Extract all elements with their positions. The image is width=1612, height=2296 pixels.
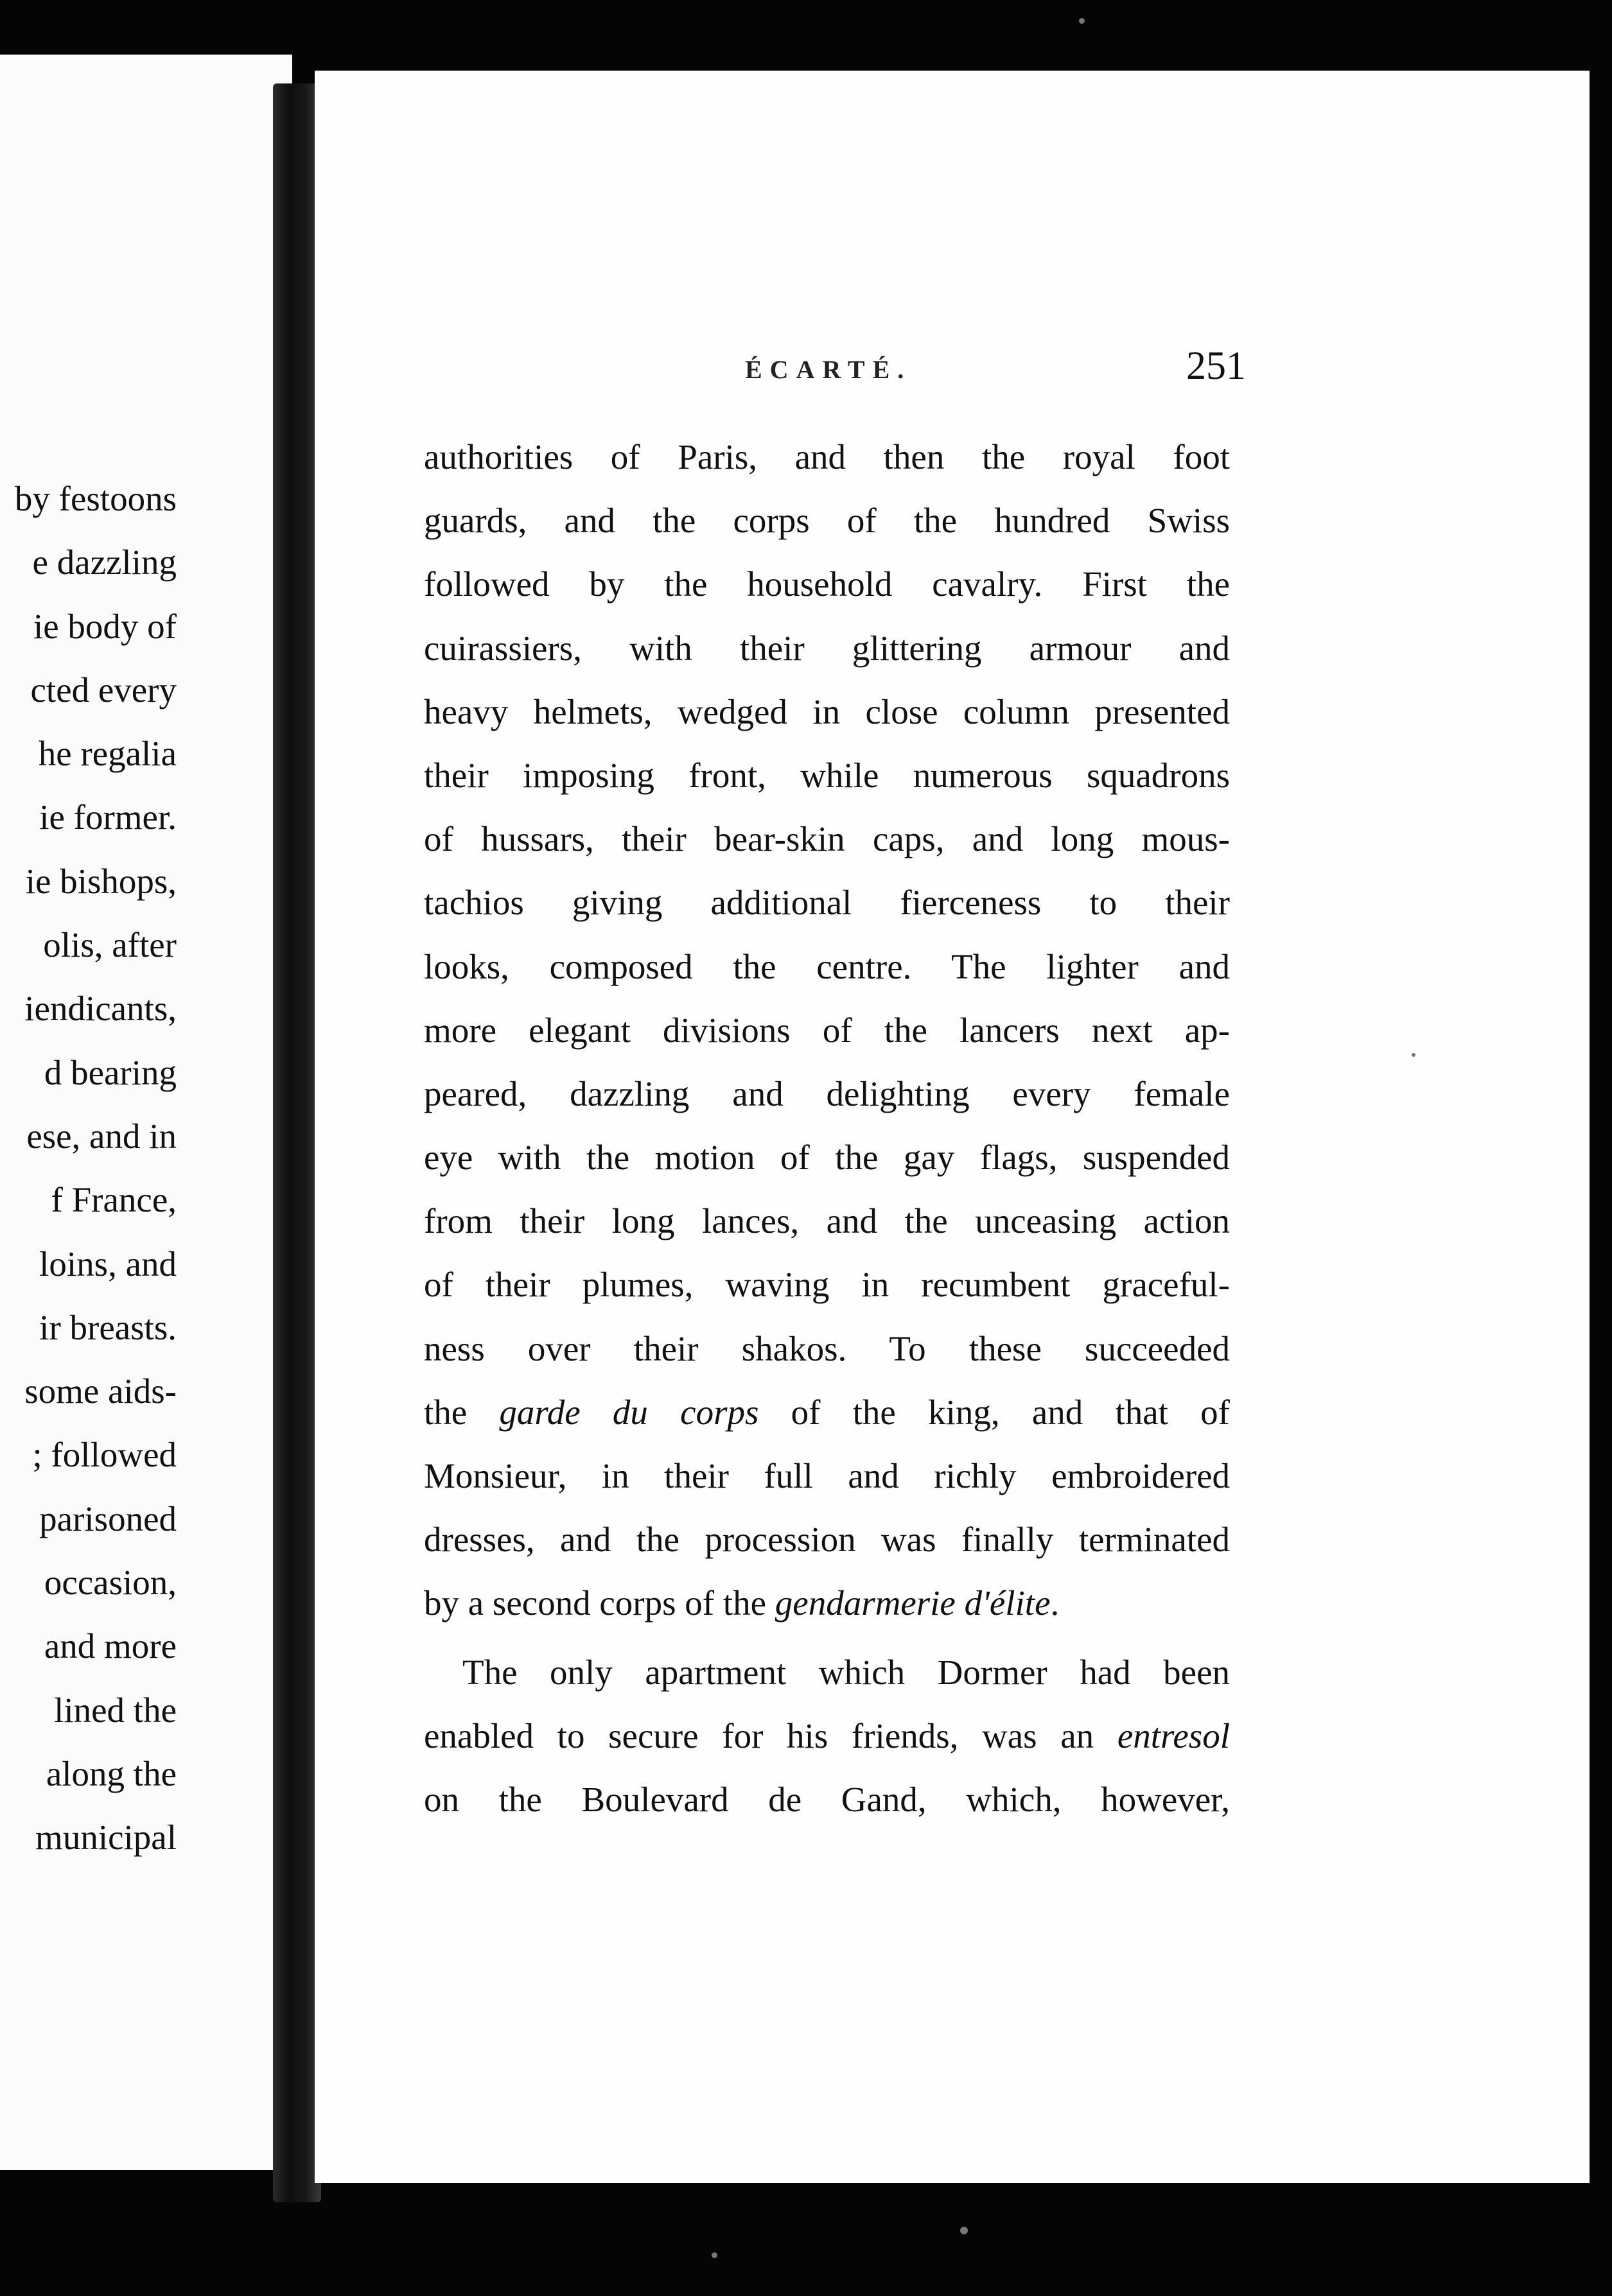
italic-phrase: gendarmerie d'élite bbox=[775, 1583, 1051, 1623]
text-run: heavy helmets, wedged in close column presented bbox=[424, 691, 1230, 731]
text-run: . bbox=[1050, 1583, 1060, 1623]
left-line: along the bbox=[46, 1753, 177, 1793]
text-run: cuirassiers, with their glittering armour and bbox=[424, 628, 1230, 668]
body-line bbox=[424, 807, 1230, 871]
book-gutter bbox=[273, 83, 321, 2202]
left-line: and more bbox=[44, 1626, 177, 1666]
left-line: ; followed bbox=[32, 1435, 177, 1475]
left-line: olis, after bbox=[43, 925, 177, 965]
text-run: of hussars, their bear-skin caps, and long mous- bbox=[424, 819, 1230, 859]
left-line: ie body of bbox=[33, 606, 177, 646]
italic-phrase: entresol bbox=[1117, 1716, 1230, 1755]
left-line: loins, and bbox=[39, 1244, 177, 1283]
body-line bbox=[424, 1704, 1230, 1768]
left-line: some aids- bbox=[24, 1371, 177, 1411]
left-line: he regalia bbox=[38, 734, 177, 774]
text-run: of the king, and that of bbox=[758, 1392, 1230, 1432]
text-run: authorities of Paris, and then the royal foot bbox=[424, 437, 1230, 476]
left-line: e dazzling bbox=[32, 543, 177, 582]
body-line bbox=[424, 680, 1230, 744]
body-line bbox=[424, 1508, 1230, 1571]
page-number: 251 bbox=[1186, 344, 1246, 388]
scan-speck bbox=[712, 2252, 717, 2258]
body-line bbox=[424, 1444, 1230, 1508]
running-head: ÉCARTÉ. bbox=[745, 355, 912, 384]
body-line bbox=[424, 1189, 1230, 1253]
text-run: of their plumes, waving in recumbent graceful- bbox=[424, 1265, 1230, 1305]
body-line bbox=[424, 935, 1230, 998]
body-line bbox=[424, 616, 1230, 680]
scan-speck bbox=[960, 2227, 968, 2234]
text-run: followed by the household cavalry. First the bbox=[424, 564, 1230, 604]
left-line: ie bishops, bbox=[25, 861, 177, 901]
text-run: ness over their shakos. To these succeeded bbox=[424, 1328, 1230, 1368]
left-line: ir breasts. bbox=[39, 1307, 177, 1347]
left-line: iendicants, bbox=[24, 989, 177, 1029]
body-line bbox=[424, 1062, 1230, 1126]
scan-speck bbox=[1079, 18, 1085, 24]
body-line bbox=[424, 489, 1230, 552]
body-text bbox=[424, 425, 1230, 1831]
left-line: parisoned bbox=[39, 1499, 177, 1538]
scan-speck bbox=[1412, 1053, 1415, 1057]
text-run: the bbox=[424, 1392, 500, 1432]
left-line: f France, bbox=[51, 1180, 177, 1220]
text-run: by a second corps of the bbox=[424, 1583, 775, 1623]
body-line bbox=[424, 1380, 1230, 1444]
text-run: dresses, and the procession was finally terminated bbox=[424, 1520, 1230, 1560]
body-line bbox=[424, 1571, 1230, 1635]
left-page bbox=[0, 55, 292, 2170]
body-line bbox=[424, 425, 1230, 489]
text-run: The only apartment which Dormer had been bbox=[462, 1652, 1230, 1692]
text-run: more elegant divisions of the lancers next ap- bbox=[424, 1010, 1230, 1050]
left-line: ie former. bbox=[39, 797, 177, 837]
body-line bbox=[424, 744, 1230, 807]
text-run: tachios giving additional fierceness to their bbox=[424, 883, 1230, 923]
text-run: their imposing front, while numerous squadrons bbox=[424, 755, 1230, 795]
italic-phrase: garde du corps bbox=[499, 1392, 759, 1432]
left-line: cted every bbox=[30, 670, 177, 709]
left-line: by festoons bbox=[14, 479, 177, 518]
body-line bbox=[424, 552, 1230, 616]
left-line: lined the bbox=[54, 1690, 177, 1730]
body-line bbox=[424, 1640, 1230, 1704]
left-line: occasion, bbox=[44, 1563, 177, 1603]
left-line: ese, and in bbox=[26, 1116, 177, 1156]
text-run: eye with the motion of the gay flags, suspended bbox=[424, 1138, 1230, 1178]
text-run: on the Boulevard de Gand, which, however, bbox=[424, 1779, 1230, 1819]
body-line bbox=[424, 1126, 1230, 1189]
text-run: Monsieur, in their full and richly embroidered bbox=[424, 1456, 1230, 1495]
text-run: enabled to secure for his friends, was an bbox=[424, 1716, 1117, 1755]
body-line bbox=[424, 998, 1230, 1062]
left-page-text bbox=[15, 467, 177, 1870]
body-line bbox=[424, 1768, 1230, 1831]
text-run: peared, dazzling and delighting every female bbox=[424, 1074, 1230, 1113]
body-line bbox=[424, 1317, 1230, 1380]
text-run: looks, composed the centre. The lighter and bbox=[424, 946, 1230, 986]
text-run: from their long lances, and the unceasing action bbox=[424, 1201, 1230, 1241]
left-line: municipal bbox=[35, 1818, 177, 1857]
body-line bbox=[424, 1253, 1230, 1316]
body-line bbox=[424, 871, 1230, 934]
left-line: d bearing bbox=[44, 1052, 177, 1092]
text-run: guards, and the corps of the hundred Swiss bbox=[424, 501, 1230, 541]
